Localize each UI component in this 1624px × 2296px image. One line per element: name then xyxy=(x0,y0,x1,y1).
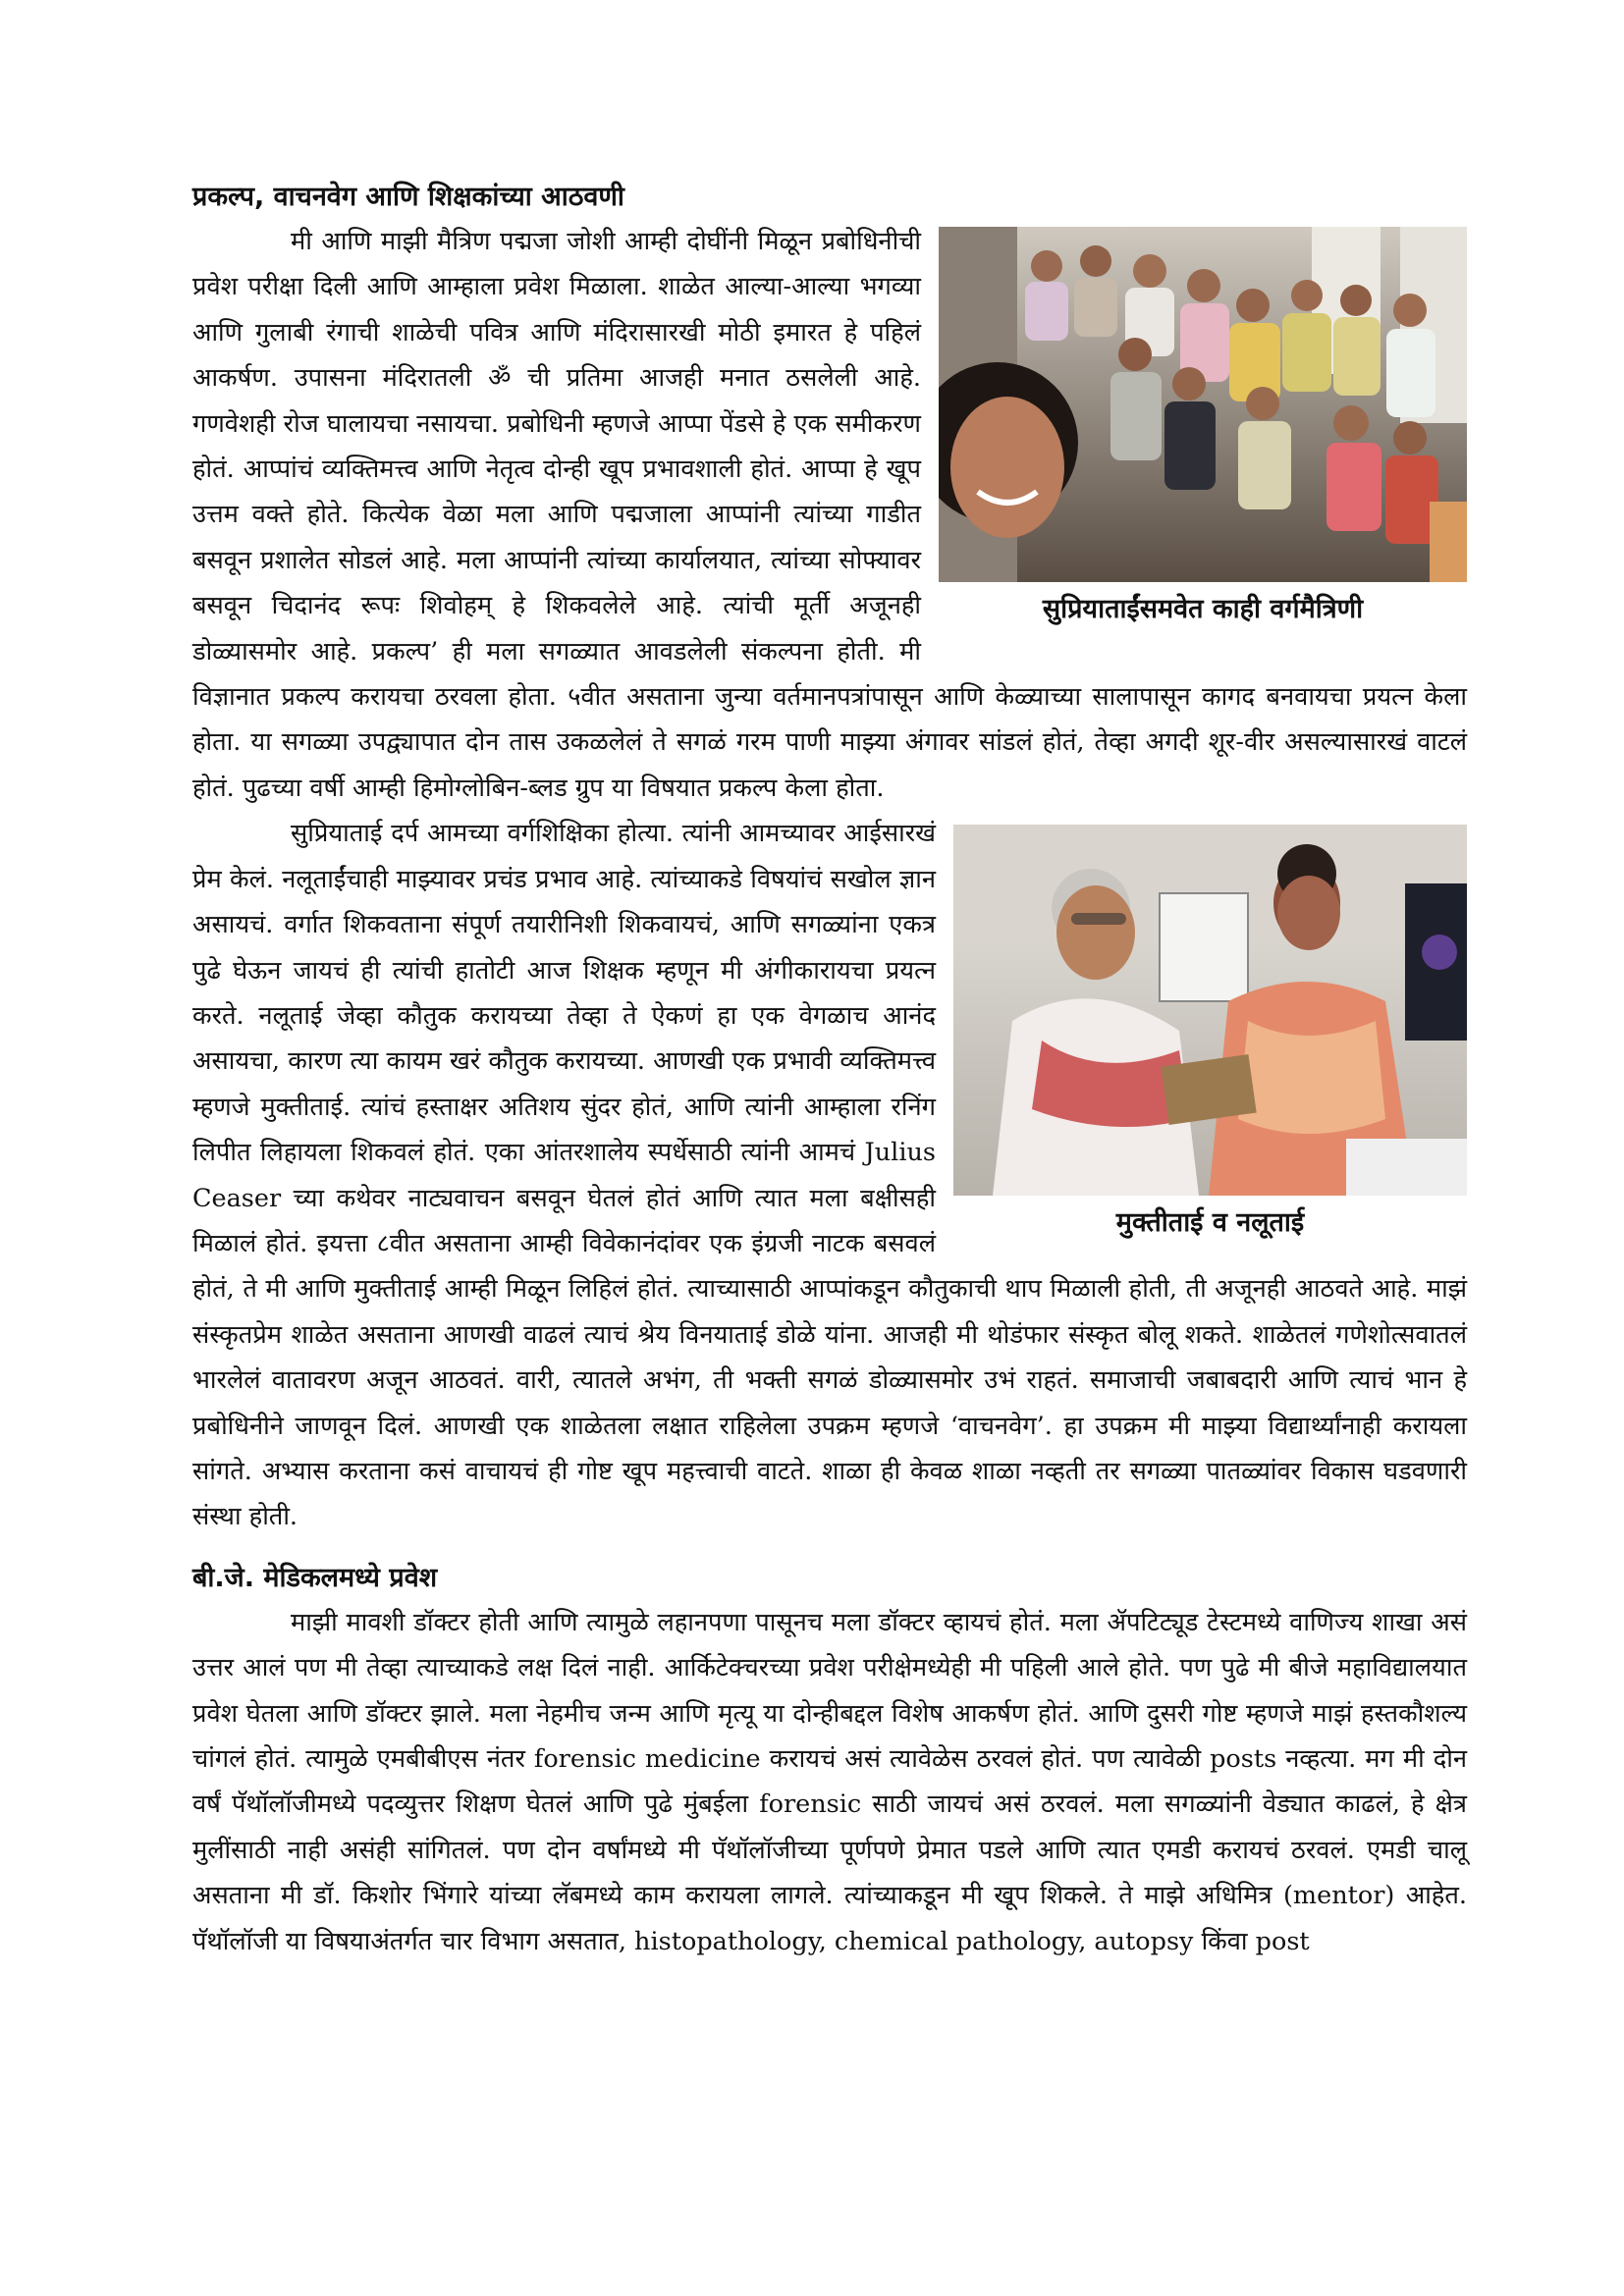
page xyxy=(192,177,1467,1964)
figure-classmates xyxy=(939,227,1467,625)
teachers-photo xyxy=(953,825,1467,1196)
figure-caption-classmates: सुप्रियाताईंसमवेत काही वर्गमैत्रिणी xyxy=(1042,594,1364,624)
paragraph-bj-medical: माझी मावशी डॉक्टर होती आणि त्यामुळे लहानपणा पासूनच मला डॉक्टर व्हायचं होतं. मला ॲपटिट्यूड टेस्टमध्ये वाणिज्य शाखा असं उत्तर आलं पण मी तेव्हा त्याच्याकडे लक्ष दिलं नाही. आर्किटेक्चरच्या प्रवेश परीक्षेमध्येही मी पहिली आले होते. पण पुढे मी बीजे महाविद्यालयात प्रवेश घेतला आणि डॉक्टर झाले. मला नेहमीच जन्म आणि मृत्यू या दोन्हीबद्दल विशेष आकर्षण होतं. आणि दुसरी गोष्ट म्हणजे माझं हस्तकौशल्य चांगलं होतं. त्यामुळे एमबीबीएस नंतर forensic medicine करायचं असं त्यावेळेस ठरवलं होतं. पण त्यावेळी posts नव्हत्या. मग मी दोन वर्षं पॅथॉलॉजीमध्ये पदव्युत्तर शिक्षण घेतलं आणि पुढे मुंबईला forensic साठी जायचं असं ठरवलं. मला सगळ्यांनी वेड्यात काढलं, हे क्षेत्र मुलींसाठी नाही असंही सांगितलं. पण दोन वर्षांमध्ये मी पॅथॉलॉजीच्या पूर्णपणे प्रेमात पडले आणि त्यात एमडी करायचं ठरवलं. एमडी चालू असताना मी डॉ. किशोर भिंगारे यांच्या लॅबमध्ये काम करायला लागले. त्यांच्याकडून मी खूप शिकले. ते माझे अधिमित्र (mentor) आहेत. पॅथॉलॉजी या विषयाअंतर्गत चार विभाग असतात, histopathology, chemical pathology, autopsy किंवा post xyxy=(192,1607,1467,1956)
paragraph-projects-1: मी आणि माझी मैत्रिण पद्मजा जोशी आम्ही दोघींनी मिळून प्रबोधिनीची प्रवेश परीक्षा दिली आणि आम्हाला प्रवेश मिळाला. शाळेत आल्या-आल्या भगव्या आणि गुलाबी रंगाची शाळेची पवित्र आणि मंदिरासारखी मोठी इमारत हे पहिलं आकर्षण. उपासना मंदिरातली ॐ ची प्रतिमा आजही मनात ठसलेली आहे. गणवेशही रोज घालायचा नसायचा. प्रबोधिनी म्हणजे आप्पा पेंडसे हे एक समीकरण होतं. आप्पांचं व्यक्तिमत्त्व आणि नेतृत्व दोन्ही खूप प्रभावशाली होतं. आप्पा हे खूप उत्तम वक्ते होते. कित्येक वेळा मला आणि पद्मजाला आप्पांनी त्यांच्या गाडीत बसवून प्रशालेत सोडलं आहे. मला आप्पांनी त्यांच्या कार्यालयात, त्यांच्या सोफ्यावर बसवून चिदानंद रूपः शिवोहम् हे शिकवलेले आहे. त्यांची मूर्ती अजूनही डोळ्यासमोर आहे. प्रकल्प’ ही मला सगळ्यात आवडलेली संकल्पना होती. मी विज्ञानात प्रकल्प करायचा ठरवला होता. ५वीत असताना जुन्या वर्तमानपत्रांपासून आणि केळ्याच्या सालापासून कागद बनवायचा प्रयत्न केला होता. या सगळ्या उपद्व्यापात दोन तास उकळलेलं ते सगळं गरम पाणी माझ्या अंगावर सांडलं होतं, तेव्हा अगदी शूर-वीर असल्यासारखं वाटलं होतं. पुढच्या वर्षी आम्ही हिमोग्लोबिन-ब्लड ग्रुप या विषयात प्रकल्प केला होता. xyxy=(192,227,1467,803)
section-heading-projects: प्रकल्प, वाचनवेग आणि शिक्षकांच्या आठवणी xyxy=(192,182,624,212)
figure-caption-teachers: मुक्तीताई व नलूताई xyxy=(1115,1207,1305,1239)
paragraph-projects-2: सुप्रियाताई दर्प आमच्या वर्गशिक्षिका होत्या. त्यांनी आमच्यावर आईसारखं प्रेम केलं. नलूताईंचाही माझ्यावर प्रचंड प्रभाव आहे. त्यांच्याकडे विषयांचं सखोल ज्ञान असायचं. वर्गात शिकवताना संपूर्ण तयारीनिशी शिकवायचं, आणि सगळ्यांना एकत्र पुढे घेऊन जायचं ही त्यांची हातोटी आज शिक्षक म्हणून मी अंगीकारायचा प्रयत्न करते. नलूताई जेव्हा कौतुक करायच्या तेव्हा ते ऐकणं हा एक वेगळाच आनंद असायचा, कारण त्या कायम खरं कौतुक करायच्या. आणखी एक प्रभावी व्यक्तिमत्त्व म्हणजे मुक्तीताई. त्यांचं हस्ताक्षर अतिशय सुंदर होतं, आणि त्यांनी आम्हाला रनिंग लिपीत लिहायला शिकवलं होतं. एका आंतरशालेय स्पर्धेसाठी त्यांनी आमचं Julius Ceaser च्या कथेवर नाट्यवाचन बसवून घेतलं होतं आणि त्यात मला बक्षीसही मिळालं होतं. इयत्ता ८वीत असताना आम्ही विवेकानंदांवर एक इंग्रजी नाटक बसवलं होतं, ते मी आणि मुक्तीताई आम्ही मिळून लिहिलं होतं. त्याच्यासाठी आप्पांकडून कौतुकाची थाप मिळाली होती, ती अजूनही आठवते आहे. माझं संस्कृतप्रेम शाळेत असताना आणखी वाढलं त्याचं श्रेय विनयाताई डोळे यांना. आजही मी थोडंफार संस्कृत बोलू शकते. शाळेतलं गणेशोत्सवातलं भारलेलं वातावरण अजून आठवतं. वारी, त्यातले अभंग, ती भक्ती सगळं डोळ्यासमोर उभं राहतं. समाजाची जबाबदारी आणि त्याचं भान हे प्रबोधिनीने जाणवून दिलं. आणखी एक शाळेतला लक्षात राहिलेला उपक्रम म्हणजे ‘वाचनवेग’. हा उपक्रम मी माझ्या विद्यार्थ्यांनाही करायला सांगते. अभ्यास करताना कसं वाचायचं ही गोष्ट खूप महत्त्वाची वाटते. शाळा ही केवळ शाळा नव्हती तर सगळ्या पातळ्यांवर विकास घडवणारी संस्था होती. xyxy=(192,819,1467,1532)
classmates-photo xyxy=(939,227,1467,582)
figure-teachers xyxy=(953,825,1467,1239)
section-heading-bj-medical: बी.जे. मेडिकलमध्ये प्रवेश xyxy=(192,1562,438,1593)
